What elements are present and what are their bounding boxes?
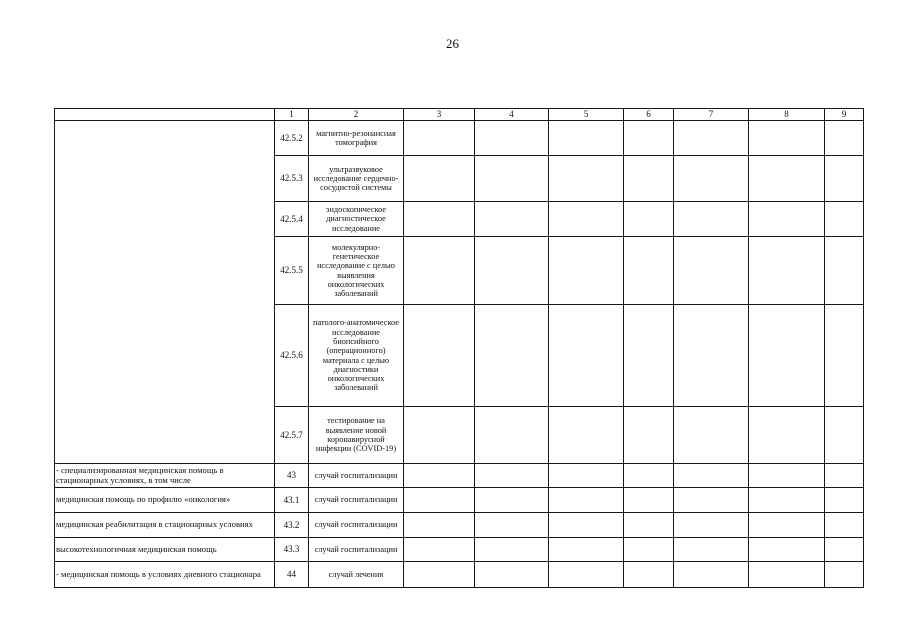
code-cell: 44: [275, 562, 309, 588]
code-cell: 42.5.6: [275, 305, 309, 407]
value-cell: [624, 121, 674, 156]
value-cell: [475, 407, 549, 464]
value-cell: [475, 464, 549, 488]
header-cell: 1: [275, 109, 309, 121]
value-cell: [825, 121, 864, 156]
value-cell: [549, 202, 624, 237]
value-cell: [825, 562, 864, 588]
value-cell: [404, 407, 475, 464]
table-row: [55, 538, 864, 562]
table-row: [55, 513, 864, 538]
value-cell: [749, 513, 825, 538]
data-table: [54, 108, 864, 588]
code-cell: 43.3: [275, 538, 309, 562]
value-cell: [475, 305, 549, 407]
name-cell: - специализированная медицинская помощь в стационарных условиях, в том числе: [55, 464, 275, 488]
value-cell: [404, 156, 475, 202]
value-cell: [624, 513, 674, 538]
value-cell: [475, 202, 549, 237]
value-cell: [674, 464, 749, 488]
value-cell: [674, 156, 749, 202]
value-cell: [549, 513, 624, 538]
unit-cell: магнитно-резонансная томография: [309, 121, 404, 156]
unit-cell: случай госпитализации: [309, 513, 404, 538]
code-cell: 43.2: [275, 513, 309, 538]
unit-cell: случай госпитализации: [309, 538, 404, 562]
code-cell: 43: [275, 464, 309, 488]
value-cell: [674, 407, 749, 464]
value-cell: [475, 156, 549, 202]
value-cell: [549, 407, 624, 464]
value-cell: [674, 562, 749, 588]
unit-cell: тестирование на выявление новой коронавирусной инфекции (COVID-19): [309, 407, 404, 464]
value-cell: [825, 464, 864, 488]
value-cell: [475, 121, 549, 156]
value-cell: [404, 488, 475, 513]
value-cell: [825, 305, 864, 407]
value-cell: [549, 156, 624, 202]
value-cell: [404, 538, 475, 562]
value-cell: [475, 513, 549, 538]
value-cell: [624, 202, 674, 237]
value-cell: [404, 513, 475, 538]
value-cell: [404, 562, 475, 588]
header-cell: 6: [624, 109, 674, 121]
unit-cell: ультразвуковое исследование сердечно-сосудистой системы: [309, 156, 404, 202]
value-cell: [624, 538, 674, 562]
table-row: [55, 121, 864, 156]
value-cell: [674, 305, 749, 407]
header-cell: 9: [825, 109, 864, 121]
value-cell: [674, 513, 749, 538]
value-cell: [624, 407, 674, 464]
value-cell: [475, 562, 549, 588]
name-cell: медицинская реабилитация в стационарных условиях: [55, 513, 275, 538]
header-cell: [55, 109, 275, 121]
value-cell: [549, 538, 624, 562]
header-cell: 2: [309, 109, 404, 121]
name-cell-empty: [55, 121, 275, 464]
value-cell: [749, 488, 825, 513]
unit-cell: патолого-анатомическое исследование биопсийного (операционного) материала с целью диагностики онкологических заболеваний: [309, 305, 404, 407]
value-cell: [825, 202, 864, 237]
name-cell: высокотехнологичная медицинская помощь: [55, 538, 275, 562]
value-cell: [624, 488, 674, 513]
value-cell: [624, 237, 674, 305]
value-cell: [549, 464, 624, 488]
value-cell: [549, 237, 624, 305]
header-cell: 8: [749, 109, 825, 121]
table-row: [55, 464, 864, 488]
unit-cell: молекулярно-генетическое исследование с целью выявления онкологических заболеваний: [309, 237, 404, 305]
value-cell: [749, 237, 825, 305]
table-row: [55, 488, 864, 513]
value-cell: [749, 305, 825, 407]
value-cell: [749, 538, 825, 562]
value-cell: [549, 488, 624, 513]
value-cell: [404, 202, 475, 237]
value-cell: [825, 237, 864, 305]
table-row: [55, 562, 864, 588]
value-cell: [674, 488, 749, 513]
value-cell: [674, 121, 749, 156]
page-number: 26: [446, 36, 459, 51]
code-cell: 43.1: [275, 488, 309, 513]
value-cell: [549, 305, 624, 407]
value-cell: [404, 237, 475, 305]
header-cell: 3: [404, 109, 475, 121]
value-cell: [624, 305, 674, 407]
value-cell: [624, 464, 674, 488]
value-cell: [749, 407, 825, 464]
code-cell: 42.5.5: [275, 237, 309, 305]
header-row: [55, 109, 864, 121]
value-cell: [749, 202, 825, 237]
name-cell: - медицинская помощь в условиях дневного стационара: [55, 562, 275, 588]
value-cell: [674, 237, 749, 305]
header-cell: 5: [549, 109, 624, 121]
value-cell: [475, 488, 549, 513]
header-cell: 7: [674, 109, 749, 121]
value-cell: [825, 407, 864, 464]
value-cell: [404, 464, 475, 488]
value-cell: [825, 513, 864, 538]
value-cell: [749, 562, 825, 588]
value-cell: [825, 156, 864, 202]
unit-cell: эндоскопическое диагностическое исследование: [309, 202, 404, 237]
value-cell: [475, 237, 549, 305]
value-cell: [749, 121, 825, 156]
value-cell: [404, 305, 475, 407]
value-cell: [624, 562, 674, 588]
value-cell: [404, 121, 475, 156]
unit-cell: случай лечения: [309, 562, 404, 588]
value-cell: [825, 538, 864, 562]
code-cell: 42.5.2: [275, 121, 309, 156]
code-cell: 42.5.7: [275, 407, 309, 464]
code-cell: 42.5.4: [275, 202, 309, 237]
value-cell: [549, 562, 624, 588]
value-cell: [825, 488, 864, 513]
value-cell: [624, 156, 674, 202]
name-cell: медицинская помощь по профилю «онкология»: [55, 488, 275, 513]
value-cell: [749, 464, 825, 488]
header-cell: 4: [475, 109, 549, 121]
value-cell: [549, 121, 624, 156]
code-cell: 42.5.3: [275, 156, 309, 202]
value-cell: [475, 538, 549, 562]
unit-cell: случай госпитализации: [309, 488, 404, 513]
unit-cell: случай госпитализации: [309, 464, 404, 488]
value-cell: [749, 156, 825, 202]
value-cell: [674, 538, 749, 562]
value-cell: [674, 202, 749, 237]
